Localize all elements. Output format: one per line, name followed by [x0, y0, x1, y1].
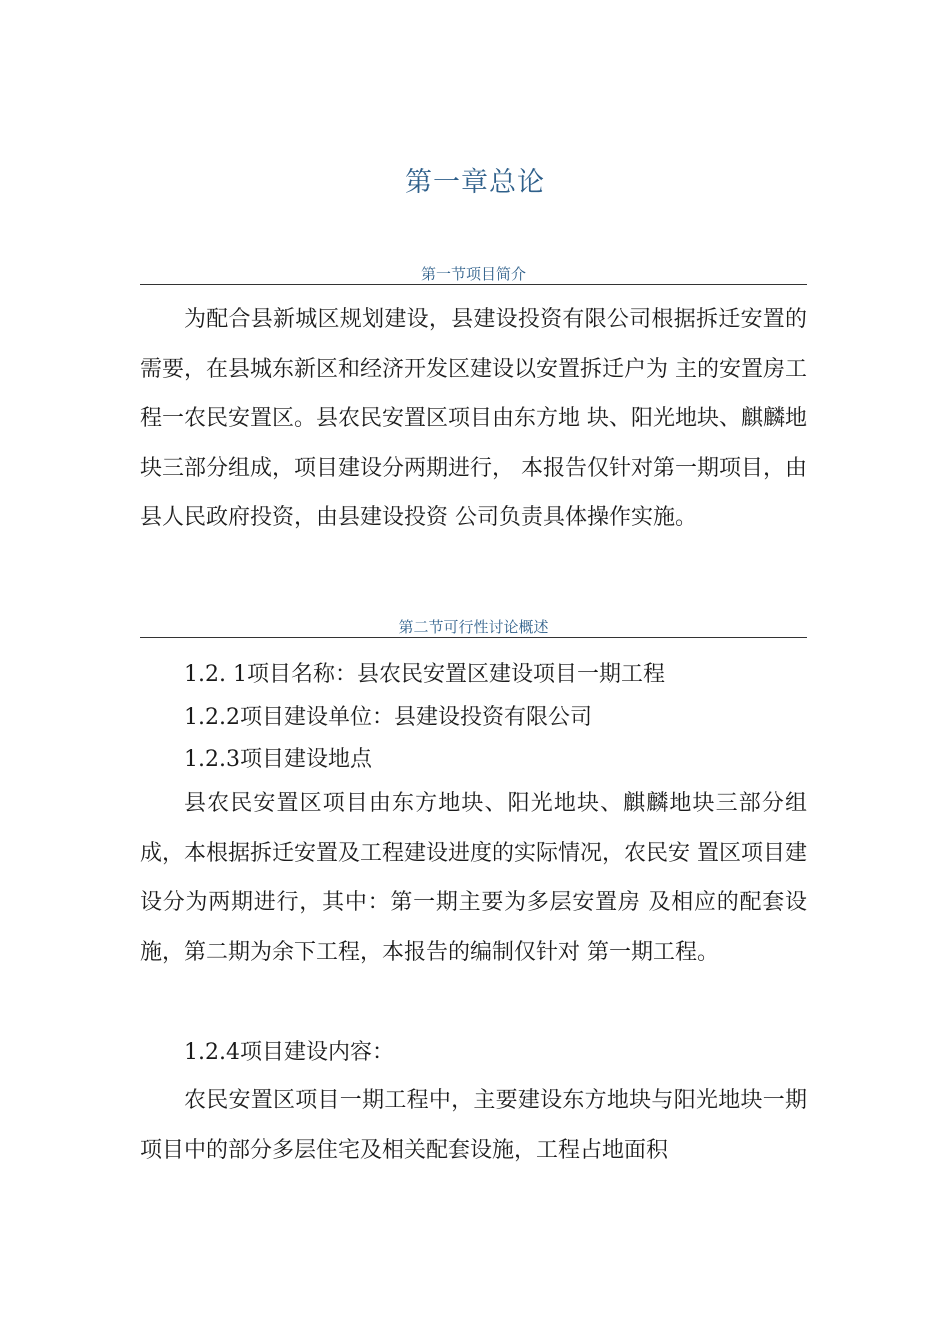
- section-heading-intro: 第一节项目简介: [140, 264, 807, 285]
- project-name-item: 1.2. 1项目名称：县农民安置区建设项目一期工程: [184, 662, 665, 687]
- intro-paragraph: 为配合县新城区规划建设，县建设投资有限公司根据拆迁安置的需要，在县城东新区和经济开发区建设以安置拆迁户为 主的安置房工程一农民安置区。县农民安置区项目由东方地 块、阳光地块、麒麟地块三部分组成，项目建设分两期进行， 本报告仅针对第一期项目，由县人民政府投资，由县建设投资 公司负责具体操作实施。: [140, 307, 807, 530]
- project-content-item: 1.2.4项目建设内容：: [184, 1040, 394, 1065]
- content-paragraph: 农民安置区项目一期工程中，主要建设东方地块与阳光地块一期项目中的部分多层住宅及相关配套设施，工程占地面积: [140, 1088, 807, 1163]
- chapter-title: 第一章总论: [405, 167, 545, 198]
- project-location-item: 1.2.3项目建设地点: [184, 747, 372, 772]
- location-paragraph: 县农民安置区项目由东方地块、阳光地块、麒麟地块三部分组成，本根据拆迁安置及工程建设进度的实际情况，农民安 置区项目建设分为两期进行，其中：第一期主要为多层安置房 及相应的配套设施，第二期为余下工程，本报告的编制仅针对 第一期工程。: [140, 791, 807, 965]
- project-unit-item: 1.2.2项目建设单位：县建设投资有限公司: [184, 705, 592, 730]
- section-heading-feasibility: 第二节可行性讨论概述: [140, 617, 807, 638]
